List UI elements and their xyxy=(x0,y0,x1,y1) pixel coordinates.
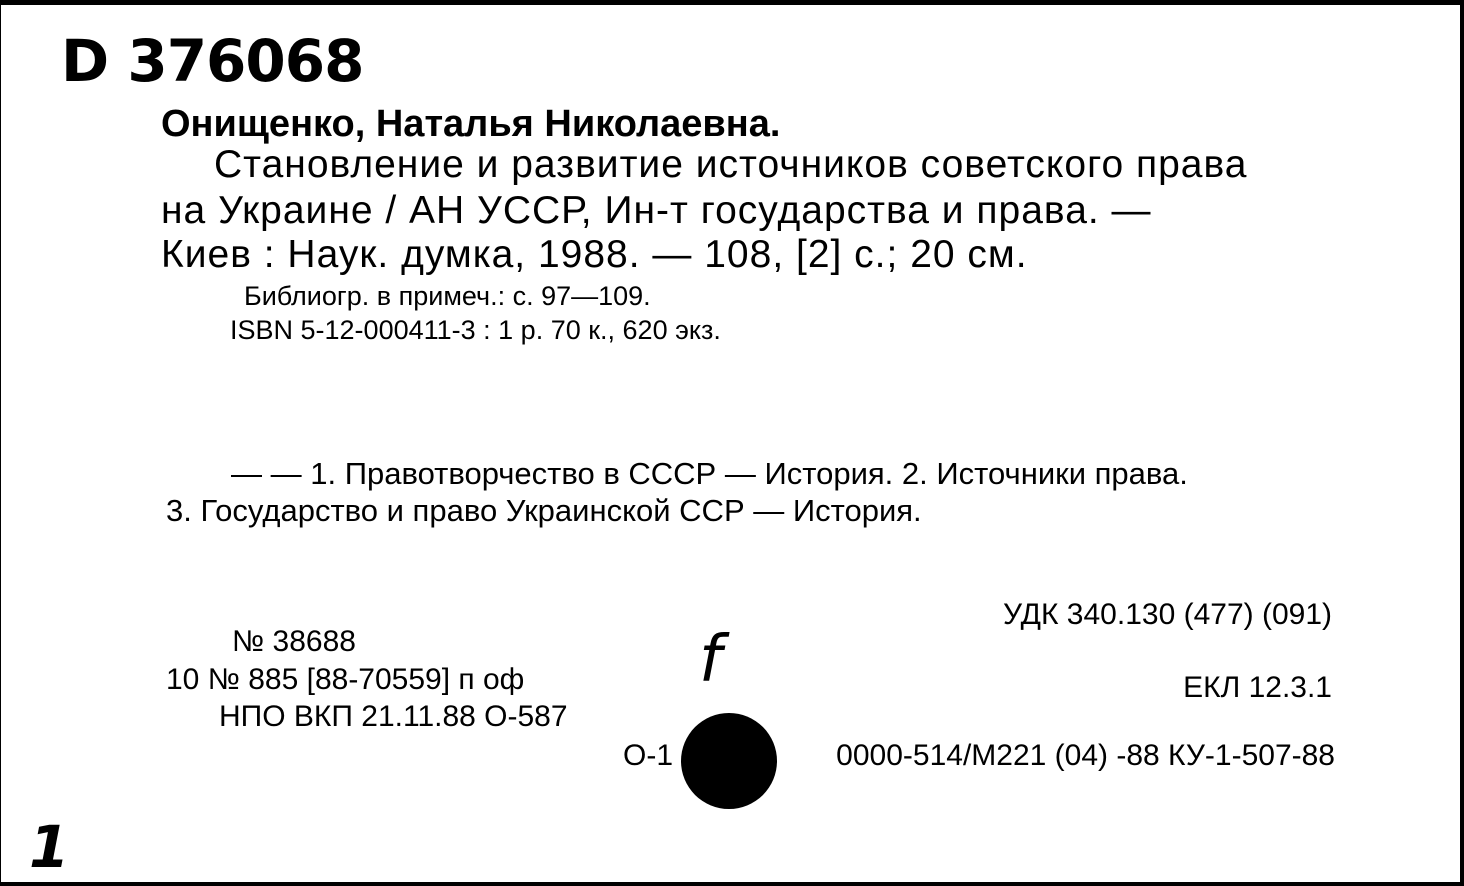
publisher-code-prefix: О-1 xyxy=(623,739,674,772)
order-line: 10 № 885 [88-70559] п оф xyxy=(166,663,525,696)
title-line-2: на Украине / АН УССР, Ин-т государства и права. — xyxy=(161,189,1152,232)
author-name: Онищенко, Наталья Николаевна. xyxy=(161,103,781,145)
udk-code: УДК 340.130 (477) (091) xyxy=(1002,598,1332,631)
isbn-line: ISBN 5-12-000411-3 : 1 р. 70 к., 620 экз. xyxy=(230,315,721,345)
publisher-code: 0000-514/М221 (04) -88 КУ-1-507-88 xyxy=(836,739,1335,772)
ekl-code: ЕКЛ 12.3.1 xyxy=(1183,671,1332,704)
call-number: D 376068 xyxy=(61,27,364,95)
handwritten-number: 1 xyxy=(29,813,70,881)
title-line-1: Становление и развитие источников советского права xyxy=(214,143,1248,186)
npo-line: НПО ВКП 21.11.88 О-587 xyxy=(219,700,568,733)
subject-line-2: 3. Государство и право Украинской ССР — История. xyxy=(166,493,922,528)
inventory-number: № 38688 xyxy=(232,625,356,658)
punch-hole xyxy=(681,713,777,809)
handwritten-mark: f xyxy=(699,623,722,697)
subject-line-1: — — 1. Правотворчество в СССР — История. 2. Источники права. xyxy=(231,456,1188,491)
title-line-3: Киев : Наук. думка, 1988. — 108, [2] с.; 20 см. xyxy=(161,233,1028,276)
bibliography-note: Библиогр. в примеч.: с. 97—109. xyxy=(244,281,651,311)
